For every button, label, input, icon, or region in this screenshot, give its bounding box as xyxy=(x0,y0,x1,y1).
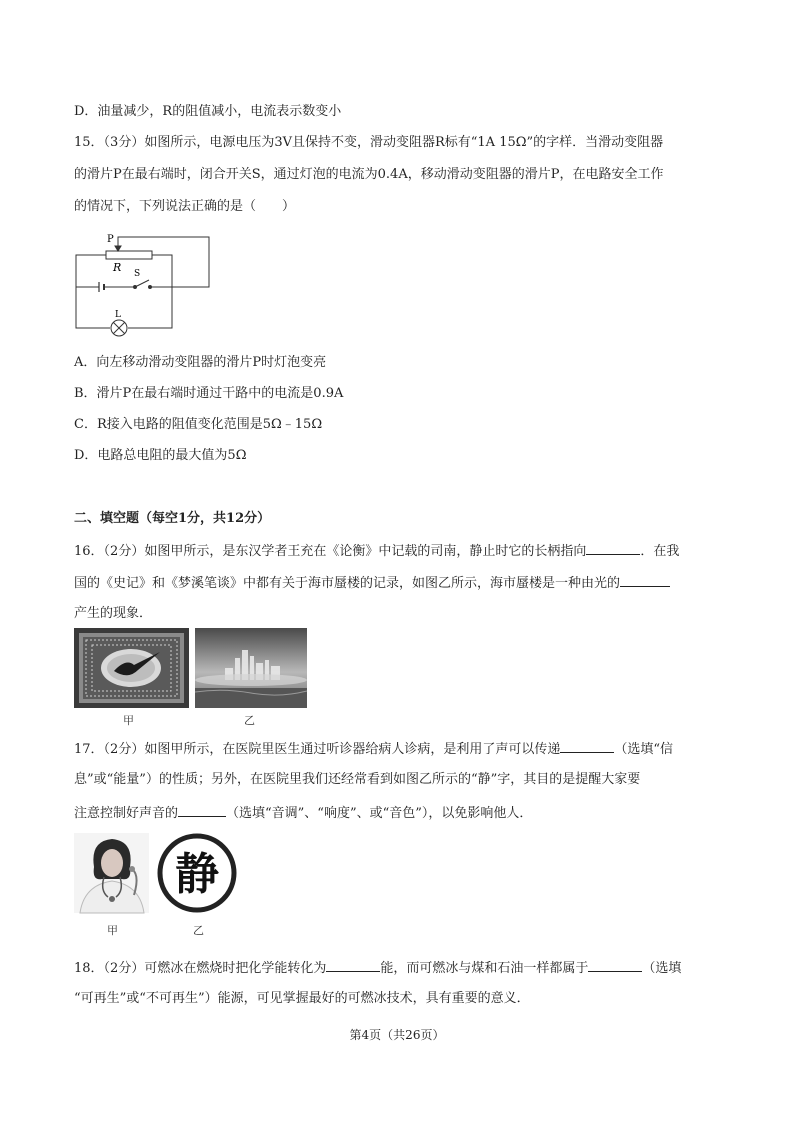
q18-blank-2[interactable] xyxy=(588,959,642,972)
q18-line-2: “可再生”或“不可再生”）能源，可见掌握最好的可燃冰技术，具有重要的意义． xyxy=(74,991,530,1006)
q17-line-3 xyxy=(74,804,532,822)
circuit-label-p: P xyxy=(107,234,114,245)
page-footer: 第4页（共26页） xyxy=(349,1028,445,1042)
q17-image-quiet-sign xyxy=(157,833,237,913)
q15-stem-line-3: 的情况下，下列说法正确的是（ ） xyxy=(74,199,296,214)
q17-line-2: 息”或“能量”）的性质；另外，在医院里我们还经常看到如图乙所示的“静”字，其目的是提醒大家要 xyxy=(74,772,641,787)
q16-caption-yi: 乙 xyxy=(244,714,255,727)
q16-text-1b: ．在我 xyxy=(640,544,680,559)
q17-caption-yi: 乙 xyxy=(193,924,204,937)
q16-image-sinan-compass xyxy=(74,628,189,708)
circuit-label-r: R xyxy=(113,261,122,274)
q16-line-2 xyxy=(74,574,670,592)
q18-text-1c: （选填 xyxy=(642,961,682,976)
q17-text-3a: 注意控制好声音的 xyxy=(74,806,179,821)
q16-blank-2[interactable] xyxy=(620,574,670,587)
q17-text-1b: （选填“信 xyxy=(614,742,673,757)
q18-blank-1[interactable] xyxy=(326,959,380,972)
q15-circuit-diagram xyxy=(70,230,210,335)
q17-text-1a: 17．（2分）如图甲所示，在医院里医生通过听诊器给病人诊病，是利用了声可以传递 xyxy=(74,742,561,757)
q15-stem-line-1: 15．（3分）如图所示，电源电压为3V且保持不变，滑动变阻器R标有“1A 15Ω”的字样．当滑动变阻器 xyxy=(74,135,664,150)
section-heading-fill-in: 二、填空题（每空1分，共12分） xyxy=(74,511,271,526)
circuit-label-l: L xyxy=(115,310,121,320)
q17-blank-2[interactable] xyxy=(178,804,226,817)
q15-option-d: D．电路总电阻的最大值为5Ω xyxy=(74,448,247,463)
q16-blank-1[interactable] xyxy=(586,542,640,555)
q18-text-1b: 能，而可燃冰与煤和石油一样都属于 xyxy=(380,961,589,976)
circuit-label-s: S xyxy=(134,269,141,279)
q15-option-b: B．滑片P在最右端时通过干路中的电流是0.9A xyxy=(74,386,344,401)
q18-line-1 xyxy=(74,959,681,977)
q17-text-3b: （选填“音调”、“响度”、或“音色”），以免影响他人． xyxy=(226,806,533,821)
q15-stem-line-2: 的滑片P在最右端时，闭合开关S，通过灯泡的电流为0.4A，移动滑动变阻器的滑片P，在电路安全工作 xyxy=(74,167,664,182)
q17-line-1 xyxy=(74,740,673,758)
q16-caption-jia: 甲 xyxy=(123,714,134,727)
q17-caption-jia: 甲 xyxy=(107,924,118,937)
q17-image-doctor-stethoscope xyxy=(74,833,149,913)
q16-text-1a: 16．（2分）如图甲所示，是东汉学者王充在《论衡》中记载的司南，静止时它的长柄指向 xyxy=(74,544,587,559)
q16-image-mirage xyxy=(195,628,307,708)
q16-text-2a: 国的《史记》和《梦溪笔谈》中都有关于海市蜃楼的记录，如图乙所示，海市蜃楼是一种由光的 xyxy=(74,576,621,591)
q14-option-d: D．油量减少，R的阻值减小，电流表示数变小 xyxy=(74,104,342,119)
q18-text-1a: 18．（2分）可燃冰在燃烧时把化学能转化为 xyxy=(74,961,327,976)
q16-line-3: 产生的现象． xyxy=(74,606,153,621)
q17-blank-1[interactable] xyxy=(560,740,614,753)
q16-line-1 xyxy=(74,542,679,560)
q15-option-c: C．R接入电路的阻值变化范围是5Ω﹣15Ω xyxy=(74,417,323,432)
quiet-sign-character: 静 xyxy=(175,849,219,900)
q15-option-a: A．向左移动滑动变阻器的滑片P时灯泡变亮 xyxy=(74,355,327,370)
